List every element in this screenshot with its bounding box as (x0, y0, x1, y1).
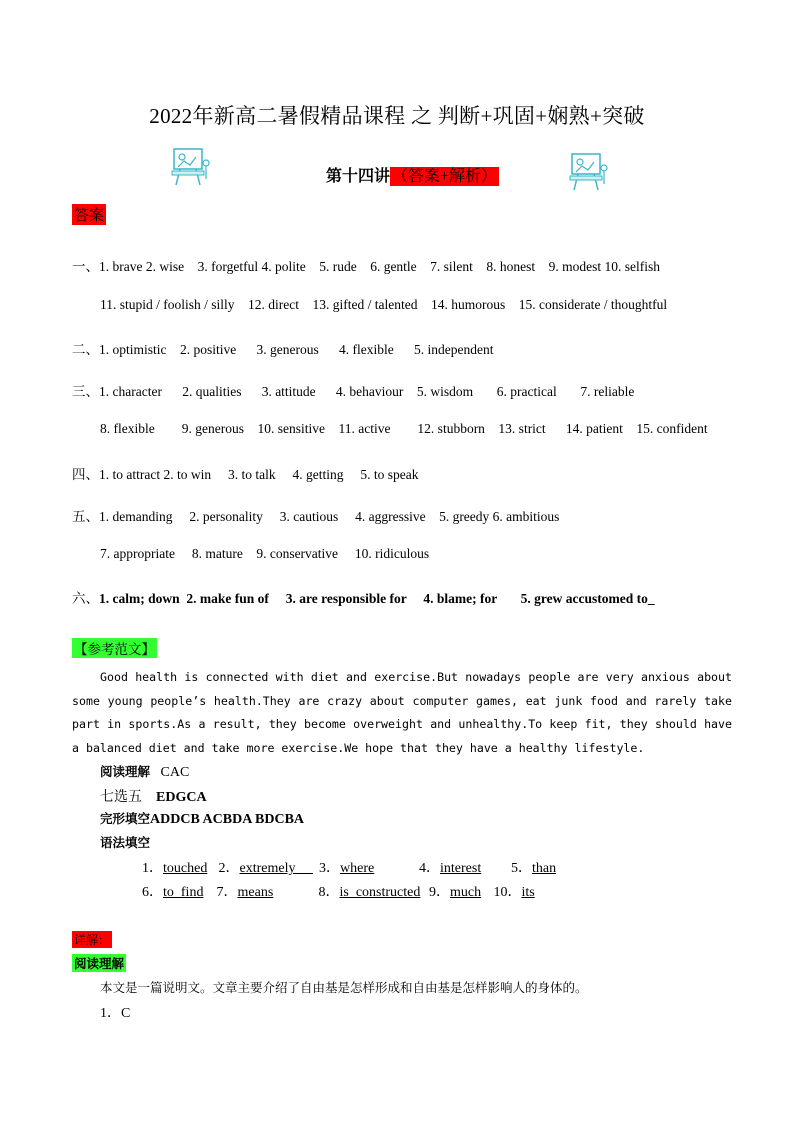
grammar-answer: means (237, 885, 274, 900)
section-3-line-1 (72, 380, 634, 400)
grammar-num: 7． (216, 885, 238, 900)
classroom-easel-icon (566, 150, 610, 194)
seven-five-label: 七选五 (100, 790, 142, 805)
grammar-answer: touched (163, 861, 208, 876)
section-6-line-1 (72, 587, 655, 607)
grammar-answer: interest (440, 861, 482, 876)
grammar-num: 6． (142, 885, 163, 900)
reading-answer: CAC (160, 765, 190, 780)
page-title: 2022年新高二暑假精品课程 之 判断+巩固+娴熟+突破 (149, 104, 645, 128)
answer-line: 1. brave 2. wise 3. forgetful 4. polite 5. rude 6. gentle 7. silent 8. honest 9. modest 10. selfish (99, 259, 661, 274)
grammar-num: 2． (218, 861, 240, 876)
sample-essay: Good health is connected with diet and exercise.But nowadays people are very anxious about some young people’s health.They are crazy about computer games, eat junk food and rarely take part in sports.As a result, they become overweight and unhealthy.To keep fit, they should have a balanced diet and take more exercise.We hope that they have a healthy lifestyle. (72, 670, 732, 755)
seven-five-answer: EDGCA (156, 790, 207, 805)
grammar-answer: than (532, 861, 557, 876)
cloze-answer: ADDCB ACBDA BDCBA (150, 812, 305, 827)
answer-line: 1. demanding 2. personality 3. cautious 4. aggressive 5. greedy 6. ambitious (99, 509, 560, 524)
answer-line: 1. to attract 2. to win 3. to talk 4. getting 5. to speak (99, 467, 419, 482)
section-1-line-1 (72, 255, 660, 275)
section-marker: 五、 (72, 509, 99, 524)
answer-line: 1. character 2. qualities 3. attitude 4. behaviour 5. wisdom 6. practical 7. reliable (99, 384, 635, 399)
grammar-answer: much (450, 885, 482, 900)
grammar-num: 1． (142, 861, 163, 876)
section-3-line-2: 8. flexible 9. generous 10. sensitive 11. active 12. stubborn 13. strict 14. patient 15. confident (100, 421, 708, 436)
grammar-answer: extremely (239, 861, 313, 876)
detail-tag: 详解： (74, 933, 111, 947)
classroom-easel-icon (168, 145, 212, 189)
reading-summary: 本文是一篇说明文。文章主要介绍了自由基是怎样形成和自由基是怎样影响人的身体的。 (100, 980, 588, 995)
answers-tag: 答案 (72, 204, 106, 225)
sample-essay-tag: 【参考范文】 (72, 638, 157, 658)
cloze-label: 完形填空 (100, 811, 151, 826)
lecture-subtitle (326, 163, 499, 186)
grammar-num: 10． (493, 885, 522, 900)
reading-section-tag: 阅读理解 (74, 956, 125, 971)
cloze-line (100, 809, 304, 828)
question-1-answer: 1．C (100, 1006, 131, 1021)
reading-label: 阅读理解 (100, 764, 151, 779)
section-2-line-1 (72, 338, 493, 358)
grammar-num: 9． (429, 885, 450, 900)
grammar-num: 8． (318, 885, 340, 900)
section-marker: 三、 (72, 384, 99, 399)
grammar-answer: to find (163, 885, 204, 900)
grammar-num: 3． (319, 861, 340, 876)
grammar-num: 5． (511, 861, 532, 876)
seven-five-line (100, 786, 207, 806)
lecture-highlight: （答案+解析） (392, 168, 498, 185)
grammar-num: 4． (419, 861, 440, 876)
grammar-row-1 (142, 857, 556, 877)
grammar-label: 语法填空 (100, 835, 151, 850)
grammar-answer: is constructed (339, 885, 421, 900)
section-5-line-2: 7. appropriate 8. mature 9. conservative 10. ridiculous (100, 546, 430, 561)
section-1-line-2: 11. stupid / foolish / silly 12. direct 13. gifted / talented 14. humorous 15. considerate / thoughtful (100, 297, 668, 312)
reading-answer-line (100, 762, 189, 781)
lecture-number: 第十四讲 (326, 168, 391, 185)
grammar-answer: where (340, 861, 375, 876)
section-5-line-1 (72, 505, 559, 525)
section-marker: 二、 (72, 342, 99, 357)
section-4-line-1 (72, 463, 418, 483)
grammar-row-2 (142, 881, 535, 901)
section-marker: 一、 (72, 259, 99, 274)
section-marker: 六、 (72, 591, 99, 606)
answer-line: 1. optimistic 2. positive 3. generous 4. flexible 5. independent (99, 342, 494, 357)
section-marker: 四、 (72, 467, 99, 482)
grammar-answer: its (521, 885, 535, 900)
grammar-label-line (100, 833, 150, 852)
answer-line: 1. calm; down 2. make fun of 3. are responsible for 4. blame; for 5. grew accustomed to_ (99, 591, 655, 606)
